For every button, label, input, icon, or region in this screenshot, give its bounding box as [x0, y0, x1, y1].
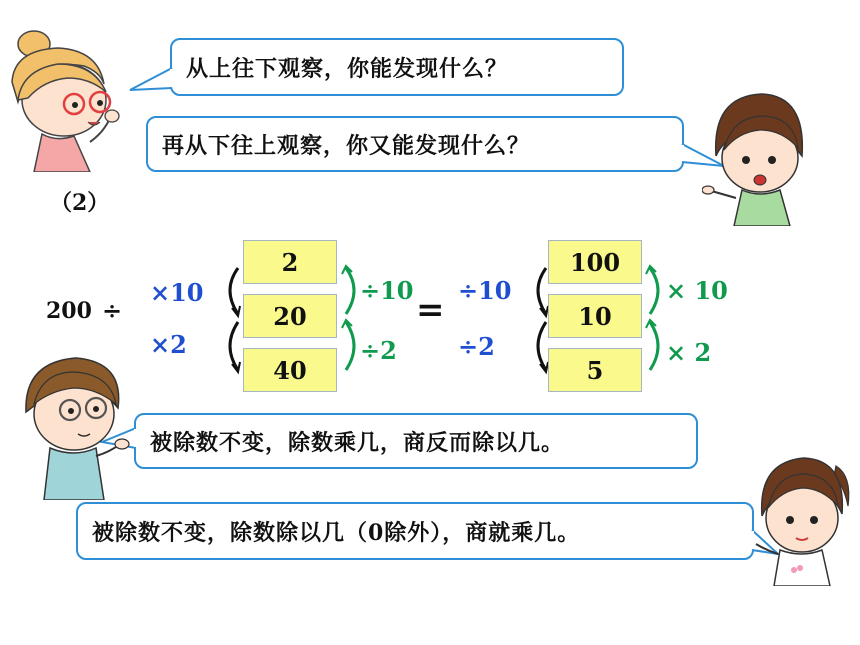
girl-with-glasses-illustration	[4, 22, 132, 172]
dividend: 200	[46, 298, 92, 324]
speech-bubble-rule-1	[134, 413, 698, 469]
quotient-box: 100	[548, 240, 642, 284]
section-label: （2）	[50, 190, 110, 216]
right-reverse-op: × 2	[666, 338, 712, 367]
girl-pointing-illustration	[702, 86, 812, 226]
bubble-tail	[128, 66, 174, 94]
right-reverse-op: × 10	[666, 276, 728, 305]
left-reverse-op: ÷2	[360, 336, 397, 365]
bubble-text: 被除数不变，除数乘几，商反而除以几。	[150, 429, 565, 456]
right-divide-op: ÷2	[458, 332, 495, 361]
quotient-box: 20	[243, 294, 337, 338]
quotient-box: 10	[548, 294, 642, 338]
speech-bubble-rule-2	[76, 502, 754, 560]
left-reverse-op: ÷10	[360, 276, 414, 305]
quotient-box: 5	[548, 348, 642, 392]
divide-sign: ÷	[102, 296, 123, 325]
bubble-text: 被除数不变，除数除以几（0除外），商就乘几。	[92, 519, 581, 546]
left-multiply-op: ×2	[150, 330, 187, 359]
equals-sign: =	[416, 290, 445, 330]
quotient-box: 2	[243, 240, 337, 284]
girl-ponytail-illustration	[748, 446, 854, 586]
right-divide-op: ÷10	[458, 276, 512, 305]
speech-bubble-top-down	[170, 38, 624, 96]
bubble-text: 再从下往上观察，你又能发现什么？	[162, 132, 531, 159]
left-multiply-op: ×10	[150, 278, 204, 307]
speech-bubble-bottom-up	[146, 116, 684, 172]
quotient-box: 40	[243, 348, 337, 392]
bubble-text: 从上往下观察，你能发现什么？	[186, 55, 509, 82]
boy-with-glasses-illustration	[20, 352, 132, 500]
